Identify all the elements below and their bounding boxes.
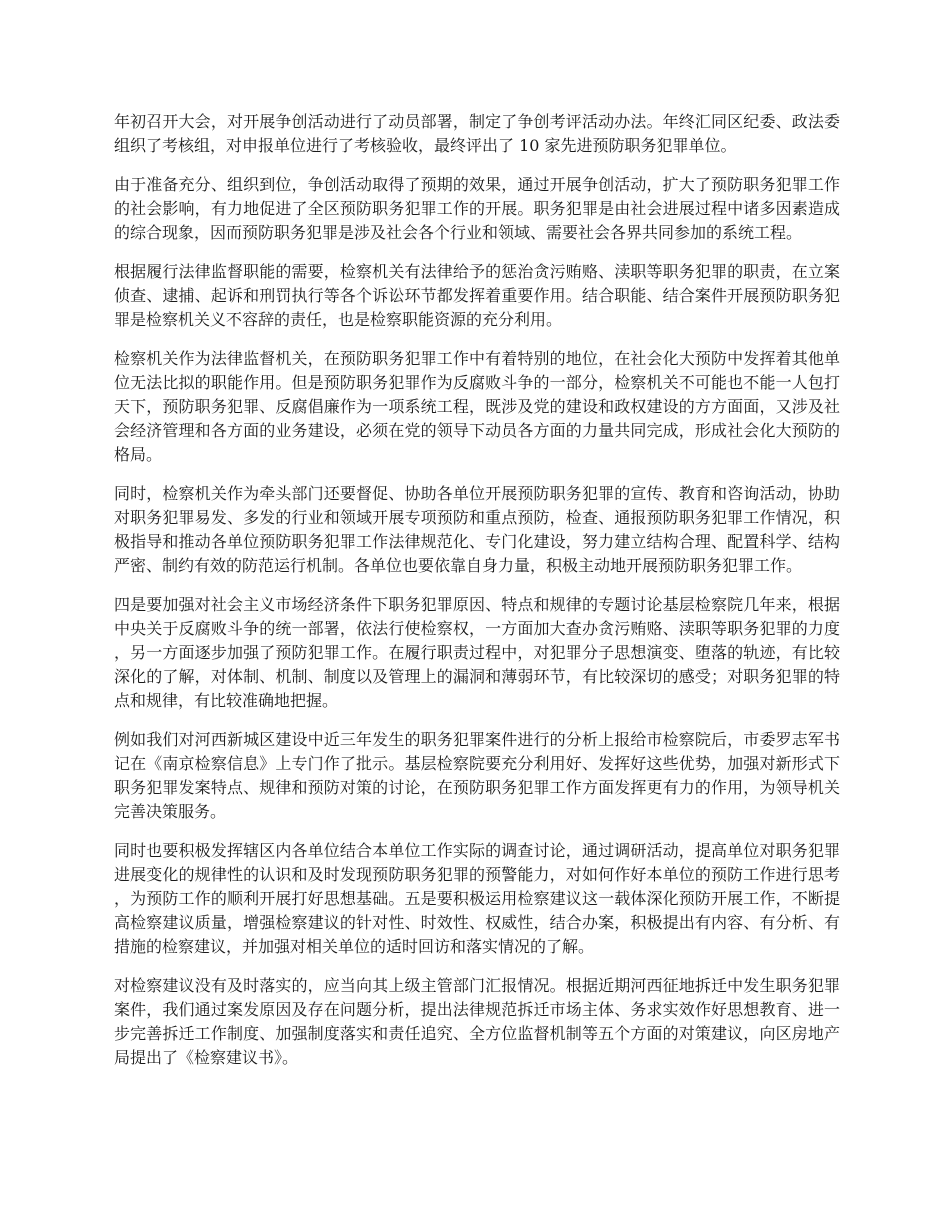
paragraph-2: 由于准备充分、组织到位，争创活动取得了预期的效果，通过开展争创活动，扩大了预防职务犯罪工作的社会影响，有力地促进了全区预防职务犯罪工作的开展。职务犯罪是由社会进展过程中诸多因素造成的综合现象，因而预防职务犯罪是涉及社会各个行业和领域、需要社会各界共同参加的系统工程。: [114, 175, 840, 242]
paragraph-7: 例如我们对河西新城区建设中近三年发生的职务犯罪案件进行的分析上报给市检察院后，市委罗志军书记在《南京检察信息》上专门作了批示。基层检察院要充分利用好、发挥好这些优势，加强对新形式下职务犯罪发案特点、规律和预防对策的讨论，在预防职务犯罪工作方面发挥更有力的作用，为领导机关完善决策服务。: [114, 730, 840, 821]
paragraph-8: 同时也要积极发挥辖区内各单位结合本单位工作实际的调查讨论，通过调研活动，提高单位对职务犯罪进展变化的规律性的认识和及时发现预防职务犯罪的预警能力，对如何作好本单位的预防工作进行思考，为预防工作的顺利开展打好思想基础。五是要积极运用检察建议这一载体深化预防开展工作，不断提高检察建议质量，增强检察建议的针对性、时效性、权威性，结合办案，积极提出有内容、有分析、有措施的检察建议，并加强对相关单位的适时回访和落实情况的了解。: [114, 841, 840, 956]
paragraph-3: 根据履行法律监督职能的需要，检察机关有法律给予的惩治贪污贿赂、渎职等职务犯罪的职责，在立案侦查、逮捕、起诉和刑罚执行等各个诉讼环节都发挥着重要作用。结合职能、结合案件开展预防职务犯罪是检察机关义不容辞的责任，也是检察职能资源的充分利用。: [114, 262, 840, 329]
paragraph-4: 检察机关作为法律监督机关，在预防职务犯罪工作中有着特别的地位，在社会化大预防中发挥着其他单位无法比拟的职能作用。但是预防职务犯罪作为反腐败斗争的一部分，检察机关不可能也不能一人包打天下，预防职务犯罪、反腐倡廉作为一项系统工程，既涉及党的建设和政权建设的方方面面，又涉及社会经济管理和各方面的业务建设，必须在党的领导下动员各方面的力量共同完成，形成社会化大预防的格局。: [114, 349, 840, 464]
paragraph-1: 年初召开大会，对开展争创活动进行了动员部署，制定了争创考评活动办法。年终汇同区纪委、政法委组织了考核组，对申报单位进行了考核验收，最终评出了 10 家先进预防职务犯罪单位。: [114, 112, 840, 155]
paragraph-9: 对检察建议没有及时落实的，应当向其上级主管部门汇报情况。根据近期河西征地拆迁中发生职务犯罪案件，我们通过案发原因及存在问题分析，提出法律规范拆迁市场主体、务求实效作好思想教育、进一步完善拆迁工作制度、加强制度落实和责任追究、全方位监督机制等五个方面的对策建议，向区房地产局提出了《检察建议书》。: [114, 976, 840, 1067]
paragraph-6: 四是要加强对社会主义市场经济条件下职务犯罪原因、特点和规律的专题讨论基层检察院几年来，根据中央关于反腐败斗争的统一部署，依法行使检察权，一方面加大查办贪污贿赂、渎职等职务犯罪的力度，另一方面逐步加强了预防犯罪工作。在履行职责过程中，对犯罪分子思想演变、堕落的轨迹，有比较深化的了解，对体制、机制、制度以及管理上的漏洞和薄弱环节，有比较深切的感受；对职务犯罪的特点和规律，有比较准确地把握。: [114, 595, 840, 710]
paragraph-5: 同时，检察机关作为牵头部门还要督促、协助各单位开展预防职务犯罪的宣传、教育和咨询活动，协助对职务犯罪易发、多发的行业和领域开展专项预防和重点预防，检查、通报预防职务犯罪工作情况，积极指导和推动各单位预防职务犯罪工作法律规范化、专门化建设，努力建立结构合理、配置科学、结构严密、制约有效的防范运行机制。各单位也要依靠自身力量，积极主动地开展预防职务犯罪工作。: [114, 484, 840, 575]
document-page: [114, 110, 840, 1085]
